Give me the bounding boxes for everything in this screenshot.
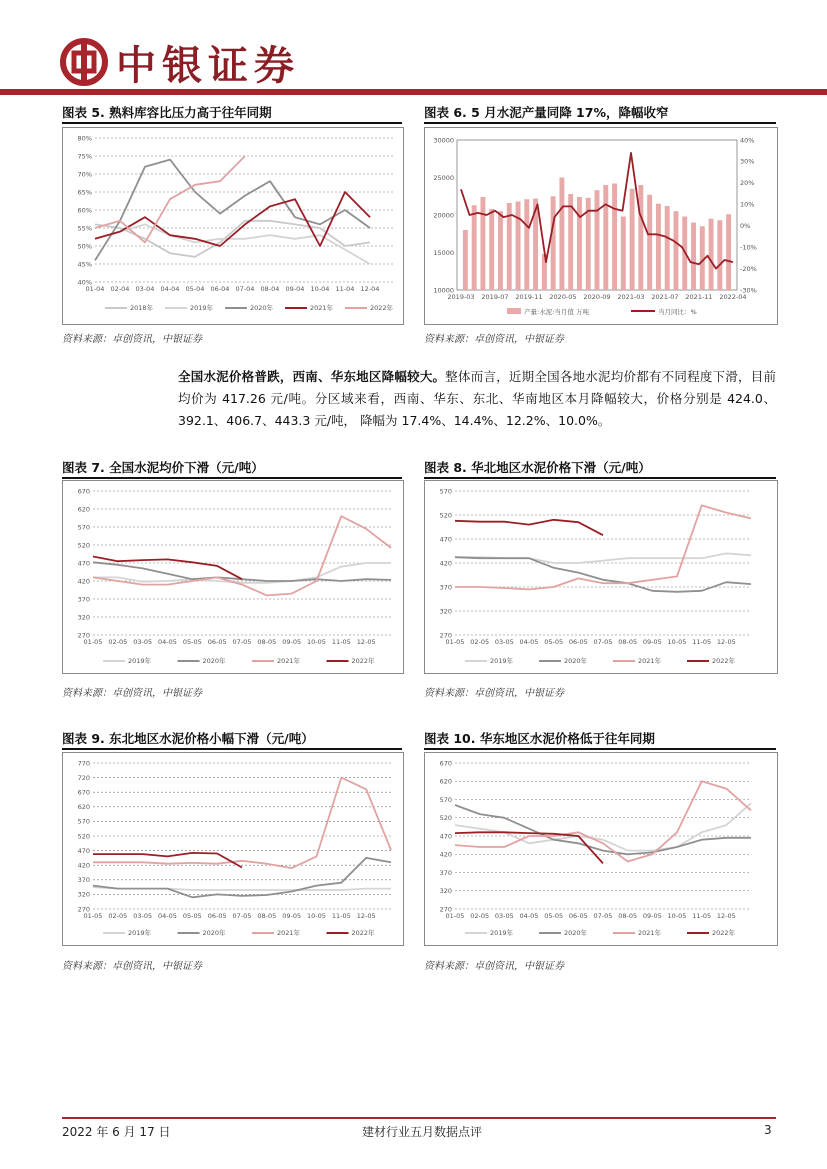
y-tick-label: 720 bbox=[77, 773, 90, 782]
x-tick-label: 09-05 bbox=[642, 638, 662, 646]
y2-tick-label: 10% bbox=[740, 200, 755, 209]
x-tick-label: 01-05 bbox=[83, 912, 103, 920]
legend-label: 2020年 bbox=[202, 657, 226, 665]
y-tick-label: 40% bbox=[77, 278, 92, 287]
x-tick-label: 05-05 bbox=[182, 638, 202, 646]
chart-9-title: 图表 9. 东北地区水泥价格小幅下滑（元/吨） bbox=[62, 731, 314, 746]
y2-tick-label: -10% bbox=[740, 243, 757, 252]
x-tick-label: 01-05 bbox=[83, 638, 103, 646]
bar bbox=[674, 211, 679, 290]
bar bbox=[630, 189, 635, 290]
chart-8-title: 图表 8. 华北地区水泥价格下滑（元/吨） bbox=[424, 460, 651, 475]
bar bbox=[647, 195, 652, 290]
series-line-2019年 bbox=[95, 224, 370, 264]
series-line-2020年 bbox=[93, 858, 391, 897]
x-tick-label: 11-05 bbox=[331, 638, 351, 646]
legend-label: 2022年 bbox=[351, 929, 375, 937]
chart-5-title: 图表 5. 熟料库容比压力高于往年同期 bbox=[62, 105, 272, 120]
bar bbox=[480, 197, 485, 290]
chart-6-panel bbox=[424, 127, 778, 325]
x-tick-label: 08-04 bbox=[260, 285, 280, 293]
legend-label: 2022年 bbox=[712, 657, 736, 665]
chart-8-title-rule bbox=[424, 477, 776, 479]
y2-tick-label: 20% bbox=[740, 179, 755, 188]
x-tick-label: 07-05 bbox=[593, 638, 613, 646]
legend-label: 2021年 bbox=[277, 929, 301, 937]
x-tick-label: 08-05 bbox=[618, 912, 638, 920]
chart-8-source: 资料来源：卓创资讯，中银证券 bbox=[424, 688, 564, 699]
chart-5-title-rule bbox=[62, 122, 402, 124]
series-line-2021年 bbox=[455, 505, 751, 589]
y-tick-label: 50% bbox=[77, 242, 92, 251]
legend-label: 2021年 bbox=[638, 657, 662, 665]
y-tick-label: 270 bbox=[439, 631, 452, 640]
y-tick-label: 320 bbox=[77, 613, 90, 622]
y-tick-label: 570 bbox=[439, 795, 452, 804]
x-tick-label: 05-05 bbox=[544, 638, 564, 646]
chart-10-source: 资料来源：卓创资讯，中银证券 bbox=[424, 961, 564, 972]
y-tick-label: 570 bbox=[77, 523, 90, 532]
y-tick-label: 620 bbox=[77, 803, 90, 812]
legend-label: 2019年 bbox=[490, 929, 514, 937]
x-tick-label: 12-04 bbox=[360, 285, 380, 293]
y-tick-label: 520 bbox=[77, 832, 90, 841]
legend-label: 2019年 bbox=[190, 304, 214, 312]
x-tick-label: 11-05 bbox=[692, 638, 712, 646]
x-tick-label: 2022-04 bbox=[719, 293, 747, 301]
bar bbox=[551, 196, 556, 290]
x-tick-label: 03-05 bbox=[494, 638, 514, 646]
x-tick-label: 10-05 bbox=[307, 638, 326, 646]
legend-label: 2019年 bbox=[490, 657, 514, 665]
footer-date: 2022 年 6 月 17 日 bbox=[62, 1125, 171, 1139]
y-tick-label: 670 bbox=[439, 759, 452, 768]
legend-label: 2020年 bbox=[564, 657, 588, 665]
x-tick-label: 01-04 bbox=[85, 285, 105, 293]
bar bbox=[717, 220, 722, 290]
x-tick-label: 2019-07 bbox=[481, 293, 509, 301]
chart-7-title-rule bbox=[62, 477, 402, 479]
legend-swatch bbox=[507, 308, 521, 314]
x-tick-label: 05-04 bbox=[185, 285, 205, 293]
y-tick-label: 370 bbox=[77, 876, 90, 885]
series-line-2022年 bbox=[93, 557, 242, 580]
y-tick-label: 770 bbox=[77, 759, 90, 768]
series-line-2022年 bbox=[95, 156, 245, 242]
y-tick-label: 470 bbox=[77, 559, 90, 568]
x-tick-label: 03-05 bbox=[133, 912, 153, 920]
x-tick-label: 12-05 bbox=[716, 912, 736, 920]
x-tick-label: 09-05 bbox=[642, 912, 662, 920]
footer-report-title: 建材行业五月数据点评 bbox=[362, 1125, 483, 1139]
chart-5-svg bbox=[63, 128, 403, 324]
chart-7-source: 资料来源：卓创资讯，中银证券 bbox=[62, 688, 202, 699]
y-tick-label: 570 bbox=[439, 487, 452, 496]
x-tick-label: 2019-03 bbox=[447, 293, 475, 301]
chart-7-title: 图表 7. 全国水泥均价下滑（元/吨） bbox=[62, 460, 264, 475]
paragraph-lead: 全国水泥价格普跌，西南、华东地区降幅较大。 bbox=[178, 369, 446, 384]
y-tick-label: 80% bbox=[77, 134, 92, 143]
y-tick-label: 420 bbox=[439, 850, 452, 859]
chart-8-svg bbox=[425, 481, 777, 673]
x-tick-label: 02-04 bbox=[110, 285, 130, 293]
chart-10-title-rule bbox=[424, 748, 776, 750]
y-tick-label: 470 bbox=[77, 846, 90, 855]
bar bbox=[472, 205, 477, 290]
bar bbox=[621, 217, 626, 291]
y-tick-label: 370 bbox=[439, 583, 452, 592]
y2-tick-label: 40% bbox=[740, 136, 755, 145]
x-tick-label: 11-05 bbox=[692, 912, 712, 920]
x-tick-label: 09-05 bbox=[282, 638, 302, 646]
y2-tick-label: 0% bbox=[740, 222, 751, 231]
bar bbox=[489, 209, 494, 290]
y-tick-label: 470 bbox=[439, 535, 452, 544]
x-tick-label: 12-05 bbox=[716, 638, 736, 646]
y-tick-label: 320 bbox=[77, 890, 90, 899]
x-tick-label: 11-05 bbox=[331, 912, 351, 920]
paragraph-body: 整体而言，近期全国各地水泥均价都有不同程度下滑，目前均价为 417.26 元/吨。分区域来看，西南、华东、东北、华南地区本月降幅较大，价格分别是 424.0、392.1、406.7、443.3 元/吨， 降幅为 17.4%、14.4%、12.2%、10.0%。 bbox=[178, 369, 776, 428]
x-tick-label: 03-05 bbox=[494, 912, 514, 920]
x-tick-label: 07-05 bbox=[232, 912, 252, 920]
x-tick-label: 2021-07 bbox=[651, 293, 679, 301]
x-tick-label: 03-05 bbox=[133, 638, 153, 646]
x-tick-label: 10-05 bbox=[667, 912, 687, 920]
chart-10-svg bbox=[425, 753, 777, 945]
y-tick-label: 370 bbox=[77, 595, 90, 604]
y-tick-label: 25000 bbox=[433, 173, 454, 182]
brand-name: 中银证券 bbox=[116, 42, 300, 89]
x-tick-label: 04-05 bbox=[158, 638, 177, 646]
x-tick-label: 10-05 bbox=[667, 638, 687, 646]
series-line-2021年 bbox=[455, 781, 751, 861]
bank-logo bbox=[60, 38, 108, 86]
x-tick-label: 11-04 bbox=[335, 285, 355, 293]
x-tick-label: 04-05 bbox=[158, 912, 177, 920]
legend-label: 2019年 bbox=[128, 657, 152, 665]
y-tick-label: 70% bbox=[77, 170, 92, 179]
y-tick-label: 60% bbox=[77, 206, 92, 215]
legend-label: 2022年 bbox=[712, 929, 736, 937]
y-tick-label: 670 bbox=[77, 788, 90, 797]
chart-9-source: 资料来源：卓创资讯，中银证券 bbox=[62, 961, 202, 972]
chart-9-title-rule bbox=[62, 748, 402, 750]
x-tick-label: 2021-11 bbox=[685, 293, 713, 301]
series-line-2020年 bbox=[455, 557, 751, 592]
x-tick-label: 03-04 bbox=[135, 285, 155, 293]
y-tick-label: 320 bbox=[439, 607, 452, 616]
y-tick-label: 520 bbox=[439, 814, 452, 823]
chart-5-source: 资料来源：卓创资讯，中银证券 bbox=[62, 334, 202, 345]
bar bbox=[595, 190, 600, 290]
x-tick-label: 10-05 bbox=[307, 912, 326, 920]
y-tick-label: 570 bbox=[77, 817, 90, 826]
x-tick-label: 02-05 bbox=[108, 912, 128, 920]
chart-6-source: 资料来源：卓创资讯，中银证券 bbox=[424, 334, 564, 345]
bar bbox=[516, 202, 521, 291]
bar bbox=[463, 230, 468, 290]
x-tick-label: 07-04 bbox=[235, 285, 255, 293]
bar bbox=[638, 185, 643, 290]
bar bbox=[726, 214, 731, 290]
x-tick-label: 09-05 bbox=[282, 912, 302, 920]
x-tick-label: 10-04 bbox=[310, 285, 330, 293]
chart-7-svg bbox=[63, 481, 403, 673]
y-tick-label: 45% bbox=[77, 260, 92, 269]
y-tick-label: 620 bbox=[77, 505, 90, 514]
y-tick-label: 420 bbox=[77, 577, 90, 586]
x-tick-label: 05-05 bbox=[544, 912, 564, 920]
x-tick-label: 12-05 bbox=[356, 912, 376, 920]
x-tick-label: 06-05 bbox=[207, 912, 227, 920]
y-tick-label: 270 bbox=[77, 905, 90, 914]
x-tick-label: 09-04 bbox=[285, 285, 305, 293]
series-line-2022年 bbox=[93, 853, 242, 868]
series-line-2022年 bbox=[455, 520, 603, 535]
chart-6-title: 图表 6. 5 月水泥产量同降 17%，降幅收窄 bbox=[424, 105, 669, 120]
y-tick-label: 620 bbox=[439, 777, 452, 786]
x-tick-label: 06-05 bbox=[568, 912, 588, 920]
x-tick-label: 12-05 bbox=[356, 638, 376, 646]
x-tick-label: 07-05 bbox=[593, 912, 613, 920]
x-tick-label: 06-05 bbox=[207, 638, 227, 646]
legend-label: 2020年 bbox=[250, 304, 274, 312]
x-tick-label: 07-05 bbox=[232, 638, 252, 646]
x-tick-label: 02-05 bbox=[470, 912, 490, 920]
x-tick-label: 2020-05 bbox=[549, 293, 577, 301]
x-tick-label: 06-05 bbox=[568, 638, 588, 646]
body-paragraph bbox=[178, 366, 776, 432]
bar bbox=[612, 184, 617, 291]
y-tick-label: 30000 bbox=[433, 136, 454, 145]
chart-5-panel bbox=[62, 127, 404, 325]
footer-page-number: 3 bbox=[764, 1123, 772, 1137]
legend-label: 2019年 bbox=[128, 929, 152, 937]
y-tick-label: 470 bbox=[439, 832, 452, 841]
chart-6-svg bbox=[425, 128, 777, 324]
legend-label: 2018年 bbox=[130, 304, 154, 312]
x-tick-label: 08-05 bbox=[618, 638, 638, 646]
bar bbox=[665, 206, 670, 290]
x-tick-label: 2019-11 bbox=[515, 293, 543, 301]
y2-tick-label: -30% bbox=[740, 286, 757, 295]
x-tick-label: 04-05 bbox=[519, 912, 539, 920]
x-tick-label: 08-05 bbox=[257, 912, 277, 920]
x-tick-label: 08-05 bbox=[257, 638, 277, 646]
header-rule bbox=[0, 89, 827, 95]
y-tick-label: 520 bbox=[77, 541, 90, 550]
y-tick-label: 65% bbox=[77, 188, 92, 197]
y-tick-label: 420 bbox=[77, 861, 90, 870]
bar bbox=[603, 185, 608, 290]
x-tick-label: 04-05 bbox=[519, 638, 539, 646]
bar bbox=[577, 197, 582, 290]
chart-8-panel bbox=[424, 480, 778, 674]
chart-10-title: 图表 10. 华东地区水泥价格低于往年同期 bbox=[424, 731, 655, 746]
chart-6-title-rule bbox=[424, 122, 776, 124]
y-tick-label: 10000 bbox=[433, 286, 454, 295]
y-tick-label: 270 bbox=[77, 631, 90, 640]
chart-9-panel bbox=[62, 752, 404, 946]
legend-label: 2022年 bbox=[370, 304, 394, 312]
bar bbox=[524, 199, 529, 290]
y-tick-label: 270 bbox=[439, 905, 452, 914]
y-tick-label: 420 bbox=[439, 559, 452, 568]
y-tick-label: 55% bbox=[77, 224, 92, 233]
bar bbox=[498, 211, 503, 290]
legend-label: 当月同比：% bbox=[658, 308, 697, 316]
x-tick-label: 2020-09 bbox=[583, 293, 611, 301]
x-tick-label: 06-04 bbox=[210, 285, 230, 293]
y-tick-label: 15000 bbox=[433, 248, 454, 257]
legend-label: 产量:水泥:当月值 万吨 bbox=[524, 308, 589, 316]
y-tick-label: 670 bbox=[77, 487, 90, 496]
chart-9-svg bbox=[63, 753, 403, 945]
bar bbox=[656, 204, 661, 290]
legend-label: 2021年 bbox=[638, 929, 662, 937]
legend-label: 2020年 bbox=[202, 929, 226, 937]
bar bbox=[709, 219, 714, 290]
footer-rule bbox=[62, 1117, 776, 1119]
chart-7-panel bbox=[62, 480, 404, 674]
legend-label: 2020年 bbox=[564, 929, 588, 937]
y-tick-label: 370 bbox=[439, 868, 452, 877]
legend-label: 2021年 bbox=[310, 304, 334, 312]
y-tick-label: 520 bbox=[439, 511, 452, 520]
y-tick-label: 20000 bbox=[433, 211, 454, 220]
y-tick-label: 75% bbox=[77, 152, 92, 161]
legend-label: 2022年 bbox=[351, 657, 375, 665]
x-tick-label: 01-05 bbox=[445, 912, 465, 920]
bar bbox=[559, 178, 564, 291]
bar bbox=[691, 223, 696, 291]
y2-tick-label: 30% bbox=[740, 157, 755, 166]
x-tick-label: 02-05 bbox=[470, 638, 490, 646]
y-tick-label: 320 bbox=[439, 887, 452, 896]
x-tick-label: 2021-03 bbox=[617, 293, 645, 301]
legend-label: 2021年 bbox=[277, 657, 301, 665]
x-tick-label: 01-05 bbox=[445, 638, 465, 646]
chart-10-panel bbox=[424, 752, 778, 946]
x-tick-label: 05-05 bbox=[182, 912, 202, 920]
y2-tick-label: -20% bbox=[740, 264, 757, 273]
x-tick-label: 02-05 bbox=[108, 638, 128, 646]
x-tick-label: 04-04 bbox=[160, 285, 180, 293]
